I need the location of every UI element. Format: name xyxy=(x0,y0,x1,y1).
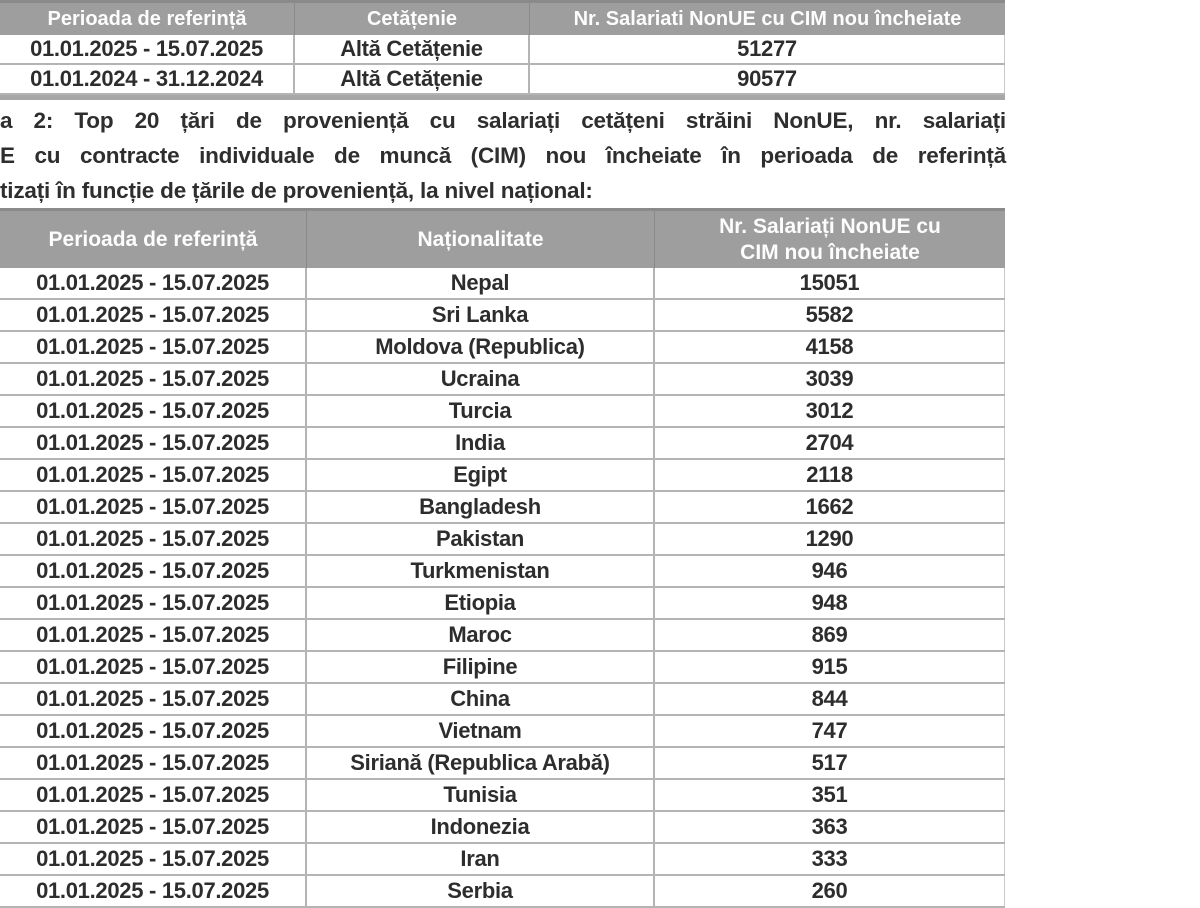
count-cell: 915 xyxy=(655,652,1005,682)
nationality-cell: Turcia xyxy=(307,396,655,426)
period-cell: 01.01.2025 - 15.07.2025 xyxy=(0,35,295,63)
table-row xyxy=(0,652,1005,684)
nationality-cell: Vietnam xyxy=(307,716,655,746)
period-cell: 01.01.2025 - 15.07.2025 xyxy=(0,876,307,906)
count-cell: 948 xyxy=(655,588,1005,618)
column-header-citizenship: Cetățenie xyxy=(295,3,530,35)
period-cell: 01.01.2025 - 15.07.2025 xyxy=(0,812,307,842)
period-cell: 01.01.2025 - 15.07.2025 xyxy=(0,748,307,778)
column-header-count: Nr. Salariati NonUE cu CIM nou încheiate xyxy=(573,7,962,30)
count-cell: 1662 xyxy=(655,492,1005,522)
citizenship-table-header-row xyxy=(0,0,1005,35)
count-cell: 51277 xyxy=(530,35,1005,63)
column-header-nationality: Naționalitate xyxy=(307,211,655,268)
table-row xyxy=(0,812,1005,844)
period-cell: 01.01.2025 - 15.07.2025 xyxy=(0,524,307,554)
period-cell: 01.01.2025 - 15.07.2025 xyxy=(0,268,307,298)
citizenship-cell: Altă Cetățenie xyxy=(295,35,530,63)
count-cell: 1290 xyxy=(655,524,1005,554)
count-cell: 260 xyxy=(655,876,1005,906)
count-cell: 2704 xyxy=(655,428,1005,458)
table-row xyxy=(0,364,1005,396)
column-header-period: Perioada de referință xyxy=(0,211,307,268)
top20-countries-table xyxy=(0,208,1005,908)
count-cell: 844 xyxy=(655,684,1005,714)
period-cell: 01.01.2025 - 15.07.2025 xyxy=(0,428,307,458)
table-row xyxy=(0,300,1005,332)
count-cell: 90577 xyxy=(530,65,1005,93)
nationality-cell: Filipine xyxy=(307,652,655,682)
table-row xyxy=(0,588,1005,620)
count-cell: 747 xyxy=(655,716,1005,746)
caption-line-2: E cu contracte individuale de muncă (CIM) nou încheiate în perioada de referință xyxy=(0,143,1006,168)
period-cell: 01.01.2025 - 15.07.2025 xyxy=(0,844,307,874)
period-cell: 01.01.2025 - 15.07.2025 xyxy=(0,492,307,522)
period-cell: 01.01.2025 - 15.07.2025 xyxy=(0,396,307,426)
count-cell: 15051 xyxy=(655,268,1005,298)
count-cell: 946 xyxy=(655,556,1005,586)
top20-table-header-row xyxy=(0,208,1005,268)
count-cell: 351 xyxy=(655,780,1005,810)
nationality-cell: Pakistan xyxy=(307,524,655,554)
column-header-period: Perioada de referință xyxy=(0,3,295,35)
table-row xyxy=(0,780,1005,812)
count-cell: 3039 xyxy=(655,364,1005,394)
count-cell: 363 xyxy=(655,812,1005,842)
table2-caption xyxy=(0,100,1006,209)
count-cell: 3012 xyxy=(655,396,1005,426)
nationality-cell: Egipt xyxy=(307,460,655,490)
nationality-cell: Indonezia xyxy=(307,812,655,842)
table-row xyxy=(0,35,1005,65)
caption-line-3: tizați în funcție de țările de proveniență, la nivel național: xyxy=(0,178,593,203)
table-row xyxy=(0,460,1005,492)
citizenship-summary-table xyxy=(0,0,1005,100)
table-row xyxy=(0,428,1005,460)
count-cell: 2118 xyxy=(655,460,1005,490)
nationality-cell: Tunisia xyxy=(307,780,655,810)
nationality-cell: Ucraina xyxy=(307,364,655,394)
nationality-cell: India xyxy=(307,428,655,458)
count-cell: 869 xyxy=(655,620,1005,650)
nationality-cell: China xyxy=(307,684,655,714)
table-row xyxy=(0,876,1005,908)
period-cell: 01.01.2024 - 31.12.2024 xyxy=(0,65,295,93)
period-cell: 01.01.2025 - 15.07.2025 xyxy=(0,716,307,746)
table-row xyxy=(0,748,1005,780)
table-row xyxy=(0,684,1005,716)
table-row xyxy=(0,844,1005,876)
nationality-cell: Nepal xyxy=(307,268,655,298)
period-cell: 01.01.2025 - 15.07.2025 xyxy=(0,652,307,682)
table-row xyxy=(0,396,1005,428)
nationality-cell: Serbia xyxy=(307,876,655,906)
nationality-cell: Iran xyxy=(307,844,655,874)
nationality-cell: Moldova (Republica) xyxy=(307,332,655,362)
nationality-cell: Sri Lanka xyxy=(307,300,655,330)
period-cell: 01.01.2025 - 15.07.2025 xyxy=(0,364,307,394)
nationality-cell: Bangladesh xyxy=(307,492,655,522)
count-cell: 4158 xyxy=(655,332,1005,362)
column-header-count: Nr. Salariați NonUE cu CIM nou încheiate xyxy=(719,214,941,264)
table-row xyxy=(0,716,1005,748)
period-cell: 01.01.2025 - 15.07.2025 xyxy=(0,460,307,490)
period-cell: 01.01.2025 - 15.07.2025 xyxy=(0,780,307,810)
table-row xyxy=(0,332,1005,364)
nationality-cell: Siriană (Republica Arabă) xyxy=(307,748,655,778)
top20-table-body xyxy=(0,268,1005,908)
table-row xyxy=(0,524,1005,556)
period-cell: 01.01.2025 - 15.07.2025 xyxy=(0,300,307,330)
count-cell: 333 xyxy=(655,844,1005,874)
table-row xyxy=(0,556,1005,588)
nationality-cell: Maroc xyxy=(307,620,655,650)
table-row xyxy=(0,492,1005,524)
nationality-cell: Etiopia xyxy=(307,588,655,618)
nationality-cell: Turkmenistan xyxy=(307,556,655,586)
period-cell: 01.01.2025 - 15.07.2025 xyxy=(0,588,307,618)
count-cell: 5582 xyxy=(655,300,1005,330)
table-row xyxy=(0,620,1005,652)
citizenship-table-body xyxy=(0,35,1005,95)
table-row xyxy=(0,65,1005,95)
count-cell: 517 xyxy=(655,748,1005,778)
caption-line-1: a 2: Top 20 țări de proveniență cu salariați cetățeni străini NonUE, nr. salariați xyxy=(0,108,1006,133)
period-cell: 01.01.2025 - 15.07.2025 xyxy=(0,684,307,714)
period-cell: 01.01.2025 - 15.07.2025 xyxy=(0,332,307,362)
citizenship-cell: Altă Cetățenie xyxy=(295,65,530,93)
period-cell: 01.01.2025 - 15.07.2025 xyxy=(0,556,307,586)
period-cell: 01.01.2025 - 15.07.2025 xyxy=(0,620,307,650)
table-row xyxy=(0,268,1005,300)
